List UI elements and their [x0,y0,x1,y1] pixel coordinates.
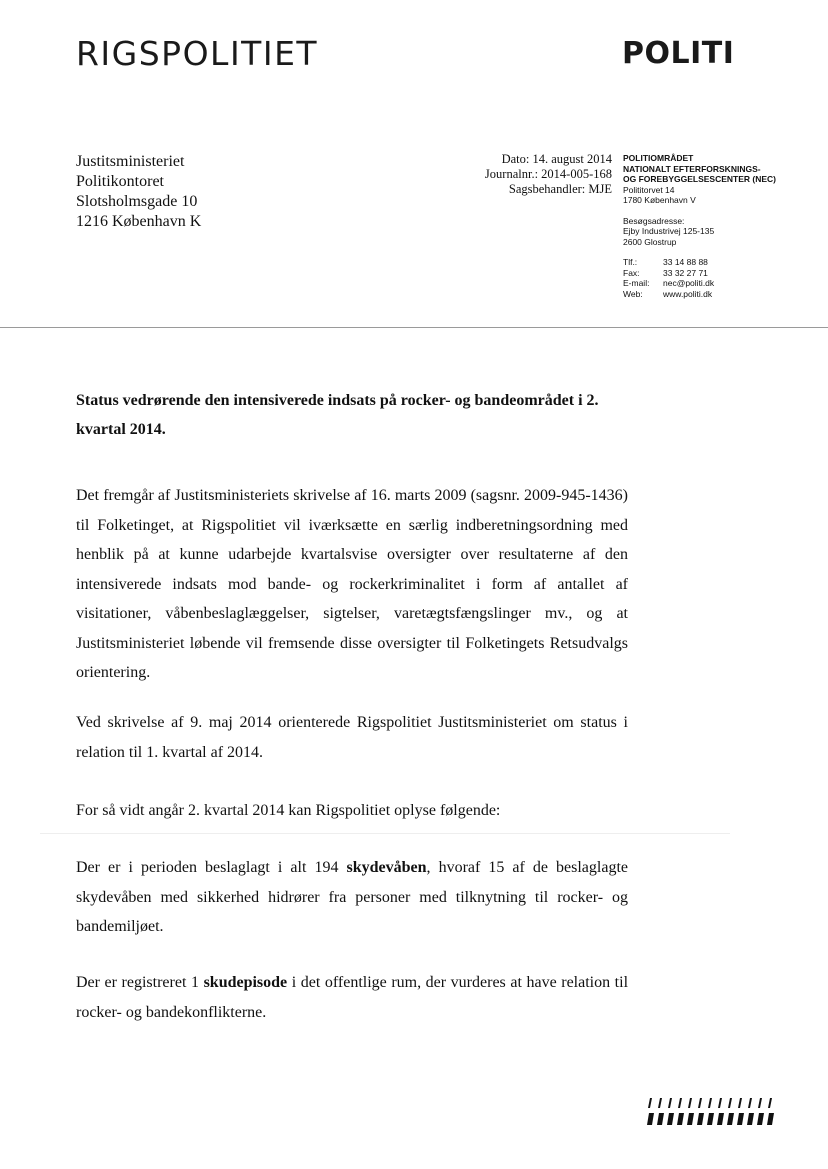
office-address: 1780 København V [623,195,696,205]
paragraph-3: For så vidt angår 2. kvartal 2014 kan Rigspolitiet oplyse følgende: [76,802,501,819]
contact-label: Web: [623,288,643,299]
visit-address: 2600 Glostrup [623,236,677,247]
recipient-address [76,152,201,232]
contact-email [623,278,818,289]
paragraph-2: Ved skrivelse af 9. maj 2014 orienterede Rigspolitiet Justitsministeriet om status i relation til 1. kvartal af 2014. [76,714,628,761]
scan-artifact-line [40,833,730,834]
emphasis: skudepisode [203,974,288,991]
contact-value: www.politi.dk [663,288,713,299]
contact-label: Tlf.: [623,257,638,267]
stripe-row-bottom [647,1113,774,1125]
date: Dato: 14. august 2014 [501,152,612,166]
contact-value: nec@politi.dk [663,278,715,288]
office-line: POLITIOMRÅDET [623,153,694,163]
journal-number: Journalnr.: 2014-005-168 [484,167,612,181]
visit-label: Besøgsadresse: [623,215,685,226]
paragraph-4 [76,853,628,942]
contact-fax [623,268,818,279]
contact-phone [623,257,818,268]
office-line: OG FOREBYGGELSESCENTER (NEC) [623,174,777,184]
text-run: i det offentlige rum, der vurderes at have relation til rocker- og bandekonflikterne. [76,974,629,1021]
contact-value: 33 32 27 71 [663,267,708,278]
header-divider [0,327,828,328]
recipient-line: Politikontoret [76,173,164,190]
paragraph-1: Det fremgår af Justitsministeriets skrivelse af 16. marts 2009 (sagsnr. 2009-945-1436) til Folketinget, at Rigspolitiet vil iværksætte en særlig indberetningsordning med henblik på at kunne udarbejde kvartalsvise oversigter over resultaterne af den intensiverede indsats mod bande- og rockerkriminalitet i form af antallet af visitationer, våbenbeslaglæggelser, sigtelser, varetægtsfængslinger mv., og at Justitsministeriet løbende vil fremsende disse oversigter til Folketingets Retsudvalgs orientering. [76,487,628,681]
office-address: Polititorvet 14 [623,184,675,195]
recipient-line: Slotsholmsgade 10 [76,193,198,210]
text-run: , hvoraf 15 af de beslaglagte skydevåben med sikkerhed hidrører fra personer med tilknytning til rocker- og bandemiljøet. [76,859,629,935]
org-name: RIGSPOLITIET [76,34,319,73]
text-run: Der er registreret 1 [76,974,204,991]
recipient-line: Justitsministeriet [76,153,185,170]
politi-stripes-logo [646,1096,780,1128]
contact-label: Fax: [623,267,640,278]
politi-logo: POLITI [622,36,735,71]
sender-block [623,153,818,299]
visit-address: Ejby Industrivej 125-135 [623,226,715,236]
contact-web [623,289,818,300]
letter-meta [478,152,612,197]
office-line: NATIONALT EFTERFORSKNINGS- [623,163,761,174]
case-officer: Sagsbehandler: MJE [508,182,612,196]
letter-title: Status vedrørende den intensiverede indsats på rocker- og bandeområdet i 2. kvartal 2014. [76,392,599,438]
paragraph-5 [76,968,628,1027]
contact-value: 33 14 88 88 [663,257,708,267]
emphasis: skydevåben [346,859,427,876]
contact-label: E-mail: [623,278,650,288]
text-run: Der er i perioden beslaglagt i alt 194 [76,859,347,876]
recipient-line: 1216 København K [76,213,202,230]
stripe-row-top [648,1098,772,1108]
